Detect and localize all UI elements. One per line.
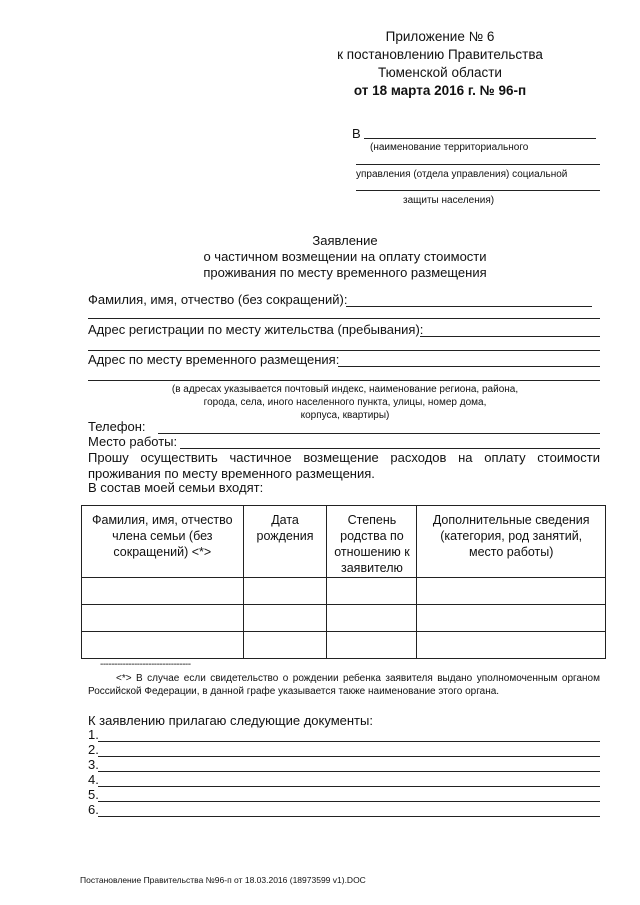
table-row (82, 632, 606, 659)
table-cell[interactable] (243, 605, 327, 632)
reg-address-label: Адрес регистрации по месту жительства (пребывания): (88, 322, 424, 337)
phone-label: Телефон: (88, 419, 146, 434)
temp-address-label: Адрес по месту временного размещения: (88, 352, 340, 367)
footnote-separator: -------------------------------- (100, 659, 191, 670)
reg-address-input-line-2[interactable] (88, 350, 600, 351)
col-header-name: Фамилия, имя, отчество члена семьи (без сокращений) <*> (82, 506, 244, 578)
footnote-text: <*> В случае если свидетельство о рождении ребенка заявителя выдано уполномоченным органом Российской Федерации, в данной графе указывается также наименование этого органа. (88, 673, 600, 697)
address-note (130, 383, 560, 422)
file-footer: Постановление Правительства №96-п от 18.03.2016 (18973599 v1).DOC (80, 875, 366, 885)
family-table-header (82, 506, 606, 578)
reg-address-input[interactable] (420, 336, 600, 337)
table-cell[interactable] (82, 605, 244, 632)
appendix-header (300, 28, 580, 100)
table-cell[interactable] (82, 632, 244, 659)
address-note-1: (в адресах указывается почтовый индекс, наименование региона, района, (171, 384, 519, 395)
title-line-1: Заявление (312, 233, 378, 248)
recipient-caption-3: защиты населения) (403, 195, 495, 206)
table-cell[interactable] (243, 632, 327, 659)
table-cell[interactable] (243, 578, 327, 605)
recipient-line-1[interactable] (364, 138, 596, 139)
work-input[interactable] (180, 448, 600, 449)
table-cell[interactable] (327, 578, 417, 605)
document-item-number: 1. (88, 727, 99, 742)
recipient-line-2[interactable] (356, 164, 600, 165)
recipient-prefix: В (352, 126, 361, 141)
recipient-caption-2: управления (отдела управления) социальной (356, 169, 568, 180)
document-item-number: 5. (88, 787, 99, 802)
col-header-relation: Степень родства по отношению к заявителю (327, 506, 417, 578)
address-note-3: корпуса, квартиры) (300, 410, 390, 421)
address-note-2: города, села, иного населенного пункта, улицы, номер дома, (203, 397, 487, 408)
col-header-birthdate: Дата рождения (243, 506, 327, 578)
document-item-number: 4. (88, 772, 99, 787)
fio-input-line-2[interactable] (88, 318, 600, 319)
family-table (81, 505, 606, 659)
fio-label: Фамилия, имя, отчество (без сокращений): (88, 292, 348, 307)
phone-input[interactable] (158, 433, 600, 434)
document-item-input[interactable] (98, 801, 600, 802)
appendix-decree: к постановлению Правительства (337, 47, 543, 62)
document-item-input[interactable] (98, 756, 600, 757)
table-cell[interactable] (327, 605, 417, 632)
document-item-number: 3. (88, 757, 99, 772)
table-cell[interactable] (82, 578, 244, 605)
title-line-2: о частичном возмещении на оплату стоимости (203, 249, 487, 264)
recipient-caption-1: (наименование территориального (370, 142, 529, 153)
document-item-input[interactable] (98, 741, 600, 742)
fio-input[interactable] (346, 306, 592, 307)
work-label: Место работы: (88, 434, 178, 449)
table-cell[interactable] (417, 632, 606, 659)
title-line-3: проживания по месту временного размещения (203, 265, 487, 280)
request-text: Прошу осуществить частичное возмещение расходов на оплату стоимости проживания по месту временного размещения. (88, 450, 600, 481)
table-cell[interactable] (327, 632, 417, 659)
temp-address-input[interactable] (338, 366, 600, 367)
col-header-additional: Дополнительные сведения (категория, род занятий, место работы) (417, 506, 606, 578)
recipient-line-3[interactable] (356, 190, 600, 191)
document-title (100, 233, 590, 281)
table-cell[interactable] (417, 578, 606, 605)
table-row (82, 605, 606, 632)
document-item-number: 6. (88, 802, 99, 817)
temp-address-input-line-2[interactable] (88, 380, 600, 381)
table-row (82, 578, 606, 605)
document-item-input[interactable] (98, 771, 600, 772)
family-intro: В состав моей семьи входят: (88, 480, 264, 495)
appendix-date: от 18 марта 2016 г. № 96-п (353, 83, 527, 98)
table-cell[interactable] (417, 605, 606, 632)
document-item-input[interactable] (98, 816, 600, 817)
document-item-number: 2. (88, 742, 99, 757)
documents-intro: К заявлению прилагаю следующие документы: (88, 713, 373, 728)
appendix-region: Тюменской области (378, 65, 502, 80)
appendix-number: Приложение № 6 (385, 29, 495, 44)
document-item-input[interactable] (98, 786, 600, 787)
